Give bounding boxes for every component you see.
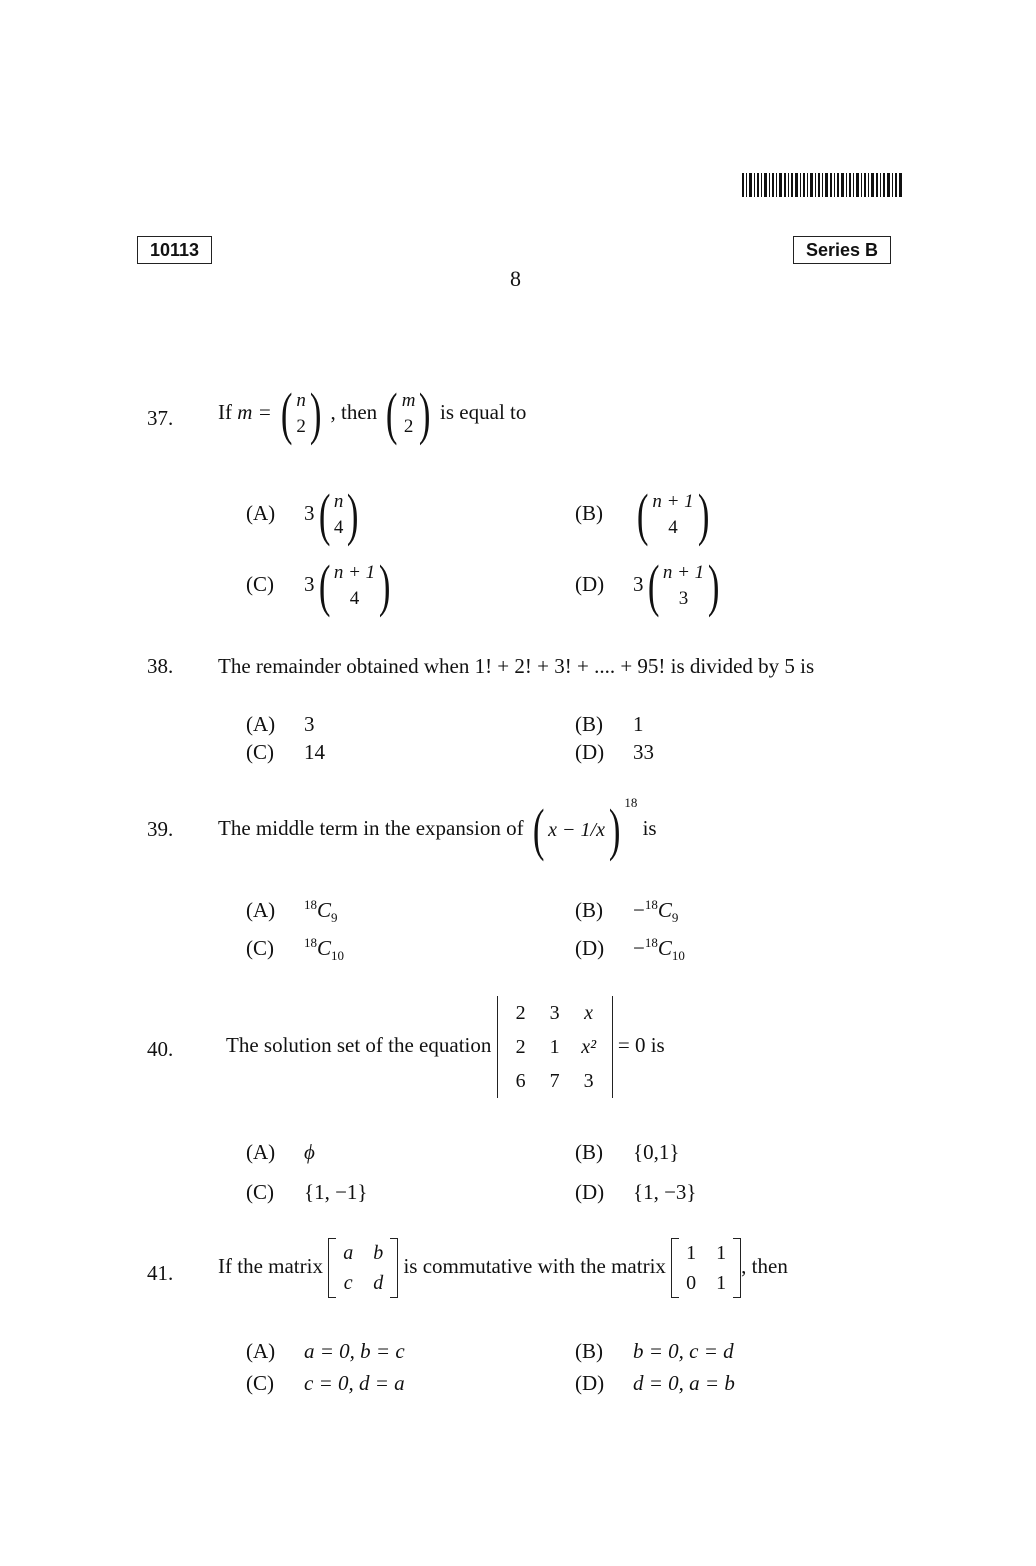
barcode — [742, 173, 902, 197]
determinant: 2 3 x 2 1 x² 6 7 3 — [497, 996, 613, 1098]
option-37-c: (C) 3 ( n + 1 4 ) — [246, 553, 391, 618]
series-box: Series B — [793, 236, 891, 264]
option-37-b: (B) ( n + 1 4 ) — [575, 482, 710, 547]
page-number: 8 — [510, 266, 521, 291]
option-39-c: (C) $^{18}C_{10}$ — [246, 935, 345, 964]
option-39-d: $(D) -^{18}C_{10}$ — [575, 935, 685, 964]
question-37-text: If m = ( n 2 ) , then ( m 2 ) is equal to — [218, 381, 527, 446]
question-41-text: If the matrix a b c d is commutative with the matrix 1 1 0 1 , then — [218, 1238, 788, 1298]
question-39-text: The middle term in the expansion of ( x − 1/x ) $^{18}$ is — [218, 795, 657, 863]
binom: ( m 2 ) — [386, 381, 431, 446]
question-40-text: The solution set of the equation 2 3 x 2 1 x² 6 7 3 = 0 is — [226, 996, 665, 1098]
option-40-b: (B) {0,1} — [575, 1140, 680, 1164]
option-37-d: (D) 3 ( n + 1 3 ) — [575, 553, 720, 618]
option-41-b: (B) b = 0, c = d — [575, 1339, 734, 1363]
option-41-c: (C) c = 0, d = a — [246, 1371, 405, 1395]
option-38-a: (A) 3 — [246, 712, 315, 736]
question-38-number: 38. — [147, 654, 174, 678]
option-40-a: (A) ϕ — [246, 1140, 315, 1164]
option-37-a: (A) 3 ( n 4 ) — [246, 482, 359, 547]
question-39-number: 39. — [147, 817, 174, 841]
option-40-d: (D) {1, −3} — [575, 1180, 697, 1204]
option-41-d: (D) d = 0, a = b — [575, 1371, 735, 1395]
question-38-text: The remainder obtained when 1! + 2! + 3! + .... + 95! is divided by 5 is — [218, 654, 815, 678]
option-39-a: (A) $^{18}C_9$ — [246, 897, 338, 926]
binom: ( n 2 ) — [280, 381, 322, 446]
question-41-number: 41. — [147, 1261, 174, 1285]
option-38-d: (D) 33 — [575, 740, 654, 764]
option-41-a: (A) a = 0, b = c — [246, 1339, 405, 1363]
option-39-b: $(B) -^{18}C_9$ — [575, 897, 679, 926]
option-38-b: (B) 1 — [575, 712, 644, 736]
matrix-1101: 1 1 0 1 — [671, 1238, 741, 1298]
option-38-c: (C) 14 — [246, 740, 325, 764]
question-40-number: 40. — [147, 1037, 174, 1061]
matrix-abcd: a b c d — [328, 1238, 398, 1298]
paper-code-box: 10113 — [137, 236, 212, 264]
question-37-number: 37. — [147, 406, 174, 430]
option-40-c: (C) {1, −1} — [246, 1180, 368, 1204]
